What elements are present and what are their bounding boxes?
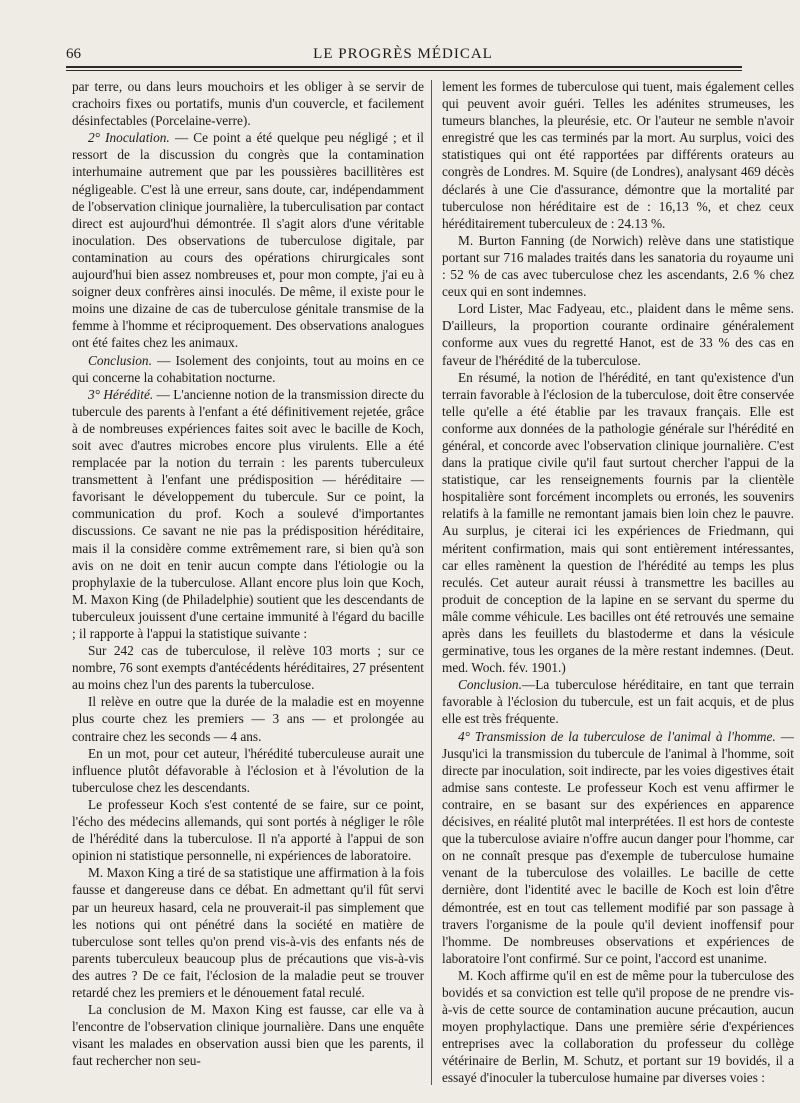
paragraph-text: — Ce point a été quelque peu négligé ; et il ressort de la discussion du congrès que la contamination interhumaine autrement que par les poussières bacillitères est négligeable. C'est là une erreur, sans doute, car, indépendamment de l'observation clinique journalière, la tuberculisation par contact direct est aujourd'hui démontrée. Il s'agit alors d'une véritable inoculation. Des observations de tuberculose digitale, par contamination au cours des opérations chirurgicales sont aujourd'hui bien assez nombreuses et, pour mon compte, j'ai eu à soigner deux confrères ainsi inoculés. De même, il existe pour le moins une dizaine de cas de tuberculose génitale transmise de la femme à l'homme et réciproquement. Des observations analogues ont été faites chez les animaux.	[72, 130, 424, 351]
paragraph	[72, 796, 424, 864]
right-text-column	[442, 78, 794, 1087]
paragraph-text: M. Koch affirme qu'il en est de même pour la tuberculose des bovidés et sa conviction est telle qu'il propose de ne prendre vis-à-vis de cette source de contamination aucune précaution, aucun moyen prophylactique. Dans une première série d'expériences entreprises avec la collaboration du professeur du collège vétérinaire de Berlin, M. Schutz, et portant sur 19 bovidés, il a essayé d'inoculer la tuberculose humaine par diverses voies :	[442, 967, 794, 1086]
paragraph-heading: 3° Hérédité.	[88, 386, 154, 402]
paragraph-heading: Conclusion.	[88, 352, 152, 368]
paragraph-text: Lord Lister, Mac Fadyeau, etc., plaident dans le même sens. D'ailleurs, la proportion courante ordinaire généralement conforme aux vues du regretté Hanot, est de 33 % des cas en faveur de l'hérédité de la tuberculose.	[442, 301, 794, 368]
paragraph	[72, 352, 424, 386]
paragraph-text: La conclusion de M. Maxon King est fausse, car elle va à l'encontre de l'observation clinique journalière. Dans une enquête visant les malades en observation aussi bien que les parents, il faut rechercher non seu-	[72, 1002, 424, 1069]
paragraph-text: — Jusqu'ici la transmission du tubercule de l'animal à l'homme, soit directe par inoculation, soit indirecte, par les voies digestives était admise sans conteste. Le professeur Koch est venu affirmer le contraire, en se basant sur des expériences en apparence décisives, en réalité plutôt mal interprétées. Il est hors de conteste que la tuberculose aviaire n'offre aucun danger pour l'homme, car on ne connaît presque pas d'exemple de tuberculose humaine venant de la tuberculose des volailles. Le bacille de cette dernière, dont l'identité avec le bacille de Koch est loin d'être démontrée, est en tout cas tellement modifié par son passage à travers l'organisme de la poule qu'il devient inoffensif pour l'homme. De nombreuses observations et expériences de laboratoire l'ont confirmé. Sur ce point, l'accord est unanime.	[442, 728, 794, 966]
paragraph	[72, 386, 424, 642]
paragraph	[442, 728, 794, 967]
paragraph-text: — L'ancienne notion de la transmission directe du tubercule des parents à l'enfant a été définitivement rejetée, grâce à de nombreuses expériences faites soit avec le bacille de Koch, soit avec d'autres microbes encore plus virulents. Elle a été remplacée par la notion du terrain : les parents tuberculeux transmettent à l'enfant une prédisposition — héréditaire — favorisant le développement du tubercule. Sur ce point, la communication du prof. Koch a soulevé d'importantes discussions. Ce savant ne nie pas la prédisposition héréditaire, mais il la considère comme extrêmement rare, si bien qu'à son avis on ne doit en tenir aucun compte dans l'étiologie ou la prophylaxie de la tuberculose. Allant encore plus loin que Koch, M. Maxon King (de Philadelphie) soutient que les descendants de tuberculeux jouissent d'une certaine immunité à l'égard du bacille ; il rapporte à l'appui la statistique suivante :	[72, 386, 424, 641]
paragraph-heading: 4° Transmission de la tuberculose de l'animal à l'homme.	[458, 728, 776, 744]
paragraph-text: Il relève en outre que la durée de la maladie est en moyenne plus courte chez les premiers — 3 ans — et prolongée au contraire chez les seconds — 4 ans.	[72, 694, 424, 744]
paragraph-text: — Isolement des conjoints, tout au moins en ce qui concerne la cohabitation nocturne.	[72, 352, 424, 385]
paragraph	[442, 369, 794, 677]
journal-title: LE PROGRÈS MÉDICAL	[313, 46, 493, 62]
paragraph-text: M. Burton Fanning (de Norwich) relève dans une statistique portant sur 716 malades traités dans les sanatoria du royaume uni : 52 % de cas avec tuberculose chez les ascendants, 2.6 % chez ceux qui en sont indemnes.	[442, 232, 794, 300]
column-divider	[431, 80, 432, 1085]
paragraph	[72, 129, 424, 351]
paragraph	[72, 1001, 424, 1069]
paragraph-continued	[72, 78, 424, 129]
paragraph	[72, 745, 424, 796]
paragraph	[442, 676, 794, 727]
paragraph	[72, 864, 424, 1001]
page-header	[66, 44, 740, 66]
paragraph	[72, 693, 424, 744]
paragraph	[442, 300, 794, 368]
header-rule-thick	[66, 66, 742, 68]
paragraph-text: En un mot, pour cet auteur, l'hérédité tuberculeuse aurait une influence plutôt défavorable à l'éclosion et à l'évolution de la tuberculose chez les descendants.	[72, 745, 424, 795]
paragraph	[442, 232, 794, 300]
header-rule-thin	[66, 70, 742, 71]
paragraph-text: M. Maxon King a tiré de sa statistique une affirmation à la fois fausse et dangereuse dans ce débat. En admettant qu'il fût servi par un heureux hasard, cela ne prouverait-il pas simplement que les notions qui ont pénétré dans la société en matière de tuberculose sont telles qu'on prend vis-à-vis des enfants nés de parents tuberculeux beaucoup plus de précautions que vis-à-vis des autres ? De ce fait, l'éclosion de la maladie peut se trouver retardé chez les premiers et le dénouement fatal reculé.	[72, 865, 424, 1000]
page-number: 66	[66, 46, 81, 62]
paragraph	[442, 967, 794, 1087]
paragraph-text: lement les formes de tuberculose qui tuent, mais également celles qui peuvent avoir guéri. Telles les adénites strumeuses, les tumeurs blanches, la pleurésie, etc. Or l'auteur ne semble n'avoir enregistré que les cas terminés par la mort. Au surplus, voici des statistiques qui ont été rapportées par différents orateurs au congrès de Londres. M. Squire (de Londres), analysant 469 décès déclarés à une Cie d'assurance, démontre que la mortalité par tuberculose non héréditaire est de : 16,13 %, et chez ceux héréditairement tuberculeux de : 24.13 %.	[442, 79, 794, 231]
paragraph-heading: Conclusion.	[458, 677, 522, 693]
paragraph-text: par terre, ou dans leurs mouchoirs et les obliger à se servir de crachoirs fixes ou portatifs, munis d'un couvercle, et facilement désinfectables (Porcelaine-verre).	[72, 79, 424, 129]
paragraph	[72, 642, 424, 693]
paragraph-text: —La tuberculose héréditaire, en tant que terrain favorable à l'éclosion du tubercule, est un fait acquis, et de plus elle est très fréquente.	[442, 677, 794, 727]
paragraph-continued	[442, 78, 794, 232]
paragraph-text: En résumé, la notion de l'hérédité, en tant qu'existence d'un terrain favorable à l'éclosion de la tuberculose, doit être conservée telle qu'elle a été établie par les travaux français. Elle est conforme aux données de la pathologie générale sur l'hérédité en général, et concorde avec l'observation clinique journalière. C'est dans la pratique civile qu'il faut surtout chercher l'appui de la statistique, car les renseignements fournis par la clientèle hospitalière sont forcément incomplets ou erronés, les souvenirs relatifs à la famille ne remontant jamais bien loin chez le pauvre. Au surplus, je citerai ici les expériences de Friedmann, qui méritent confirmation, mais qui sont entièrement intéressantes, car elles ramènent la question de l'hérédité au temps les plus reculés. Cet auteur aurait réussi à transmettre les bacilles au produit de conception de la lapine en se servant du sperme du mâle comme véhicule. Les bacilles ont été retrouvés une semaine après dans les feuillets du blastoderme et dans la vésicule germinative, tous les organes de la mère restant indemnes. (Deut. med. Woch. fév. 1901.)	[442, 369, 794, 676]
paragraph-text: Le professeur Koch s'est contenté de se faire, sur ce point, l'écho des médecins allemands, qui sont portés à négliger le rôle de l'hérédité dans la tuberculose. Il n'a apporté à l'appui de son opinion ni statistique personnelle, ni expériences de laboratoire.	[72, 796, 424, 864]
paragraph-text: Sur 242 cas de tuberculose, il relève 103 morts ; sur ce nombre, 76 sont exempts d'antécédents héréditaires, 27 présentent au moins chez l'un des parents la tuberculose.	[72, 643, 424, 693]
paragraph-heading: 2° Inoculation.	[88, 130, 170, 146]
left-text-column	[72, 78, 424, 1069]
